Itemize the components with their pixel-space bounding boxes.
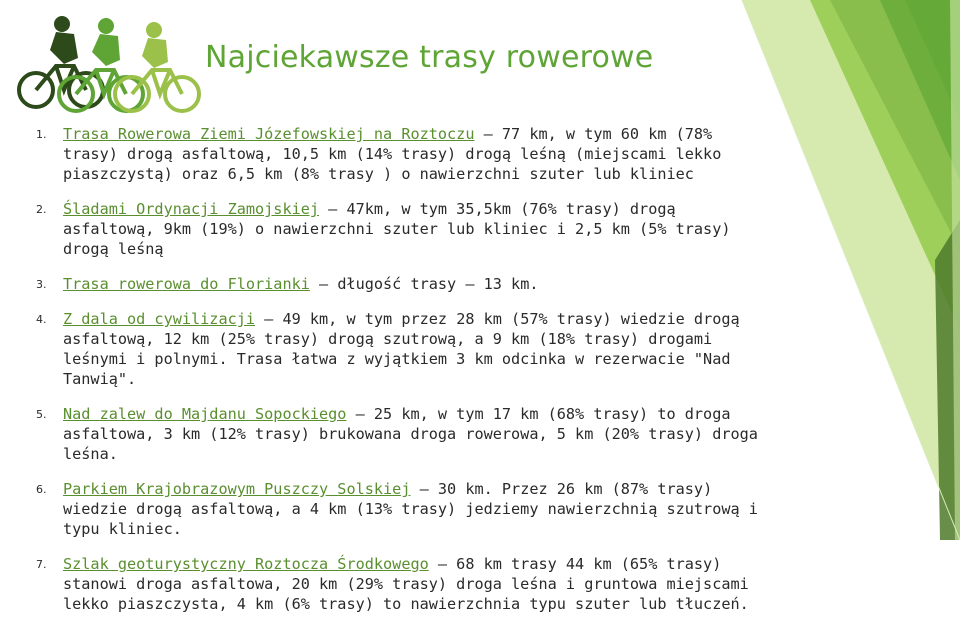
- route-link[interactable]: Śladami Ordynacji Zamojskiej: [63, 200, 320, 218]
- route-description: – długość trasy – 13 km.: [309, 275, 539, 293]
- route-link[interactable]: Szlak geoturystyczny Roztocza Środkowego: [63, 555, 429, 573]
- route-description: – 30 km. Przez 26 km (87% trasy) wiedzie drogą asfaltową, a 4 km (13% trasy) jedziemy nawierzchnią szutrową i typu kliniec.: [63, 480, 758, 538]
- route-description: – 25 km, w tym 17 km (68% trasy) to droga asfaltowa, 3 km (12% trasy) brukowana droga rowerowa, 5 km (20% trasy) droga leśna.: [63, 405, 758, 463]
- route-link[interactable]: Z dala od cywilizacji: [63, 310, 256, 328]
- item-number: 2.: [36, 203, 47, 216]
- list-item: [36, 274, 776, 294]
- item-number: 7.: [36, 558, 47, 571]
- item-number: 3.: [36, 278, 47, 291]
- route-description: – 77 km, w tym 60 km (78% trasy) drogą asfaltową, 10,5 km (14% trasy) drogą leśną (miejscami lekko piaszczystą) oraz 6,5 km (8% trasy ) o nawierzchni szuter lub kliniec: [63, 125, 722, 183]
- item-number: 6.: [36, 483, 47, 496]
- slide-title: Najciekawsze trasy rowerowe: [205, 40, 654, 75]
- route-list: [36, 124, 776, 629]
- item-number: 5.: [36, 408, 47, 421]
- route-description: – 47km, w tym 35,5km (76% trasy) drogą asfaltową, 9km (19%) o nawierzchni szuter lub kliniec i 2,5 km (5% trasy) drogą leśną: [63, 200, 731, 258]
- list-item: [36, 554, 776, 614]
- route-link[interactable]: Nad zalew do Majdanu Sopockiego: [63, 405, 347, 423]
- list-item: [36, 404, 776, 464]
- item-number: 4.: [36, 313, 47, 326]
- list-item: [36, 199, 776, 259]
- route-link[interactable]: Parkiem Krajobrazowym Puszczy Solskiej: [63, 480, 411, 498]
- route-description: – 68 km trasy 44 km (65% trasy) stanowi droga asfaltowa, 20 km (29% trasy) droga leśna i gruntowa miejscami lekko piaszczysta, 4 km (6% trasy) to nawierzchnia typu szuter lub tłuczeń.: [63, 555, 749, 613]
- list-item: [36, 309, 776, 389]
- route-description: – 49 km, w tym przez 28 km (57% trasy) wiedzie drogą asfaltową, 12 km (25% trasy) drogą szutrową, a 9 km (18% trasy) drogami leśnymi i polnymi. Trasa łatwa z wyjątkiem 3 km odcinka w rezerwacie "Nad Tanwią".: [63, 310, 740, 388]
- route-link[interactable]: Trasa rowerowa do Florianki: [63, 275, 310, 293]
- route-link[interactable]: Trasa Rowerowa Ziemi Józefowskiej na Roztoczu: [63, 125, 475, 143]
- list-item: [36, 124, 776, 184]
- list-item: [36, 479, 776, 539]
- item-number: 1.: [36, 128, 47, 141]
- cyclists-logo-icon: [14, 10, 214, 120]
